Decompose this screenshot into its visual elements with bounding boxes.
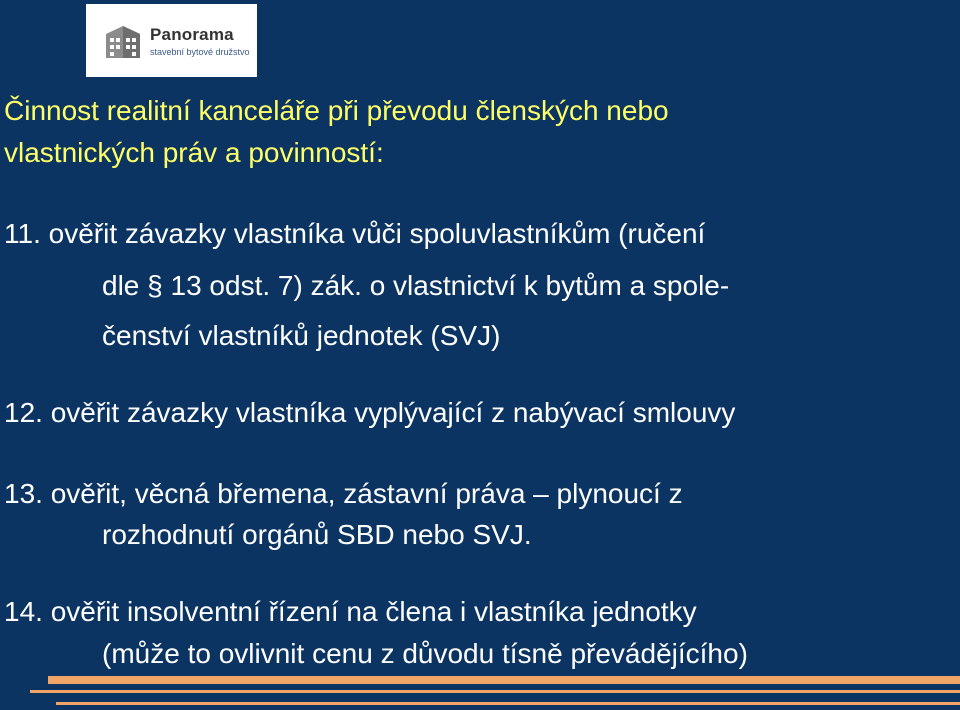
slide-heading-line-2: vlastnických práv a povinností: xyxy=(4,137,384,168)
item-14-line-2: (může to ovlivnit cenu z důvodu tísně převádějícího) xyxy=(102,638,748,669)
item-11-line-3: čenství vlastníků jednotek (SVJ) xyxy=(102,320,501,351)
building-icon xyxy=(104,24,142,60)
logo-subtitle: stavební bytové družstvo xyxy=(150,47,250,57)
item-13-line-2: rozhodnutí orgánů SBD nebo SVJ. xyxy=(102,519,532,550)
item-14-line-1: 14. ověřit insolventní řízení na člena i vlastníka jednotky xyxy=(4,596,697,627)
slide-heading-line-1: Činnost realitní kanceláře při převodu členských nebo xyxy=(4,95,669,126)
panorama-logo xyxy=(86,4,257,77)
item-12-line-1: 12. ověřit závazky vlastníka vyplývající z nabývací smlouvy xyxy=(4,397,736,428)
accent-bar-top xyxy=(48,676,960,684)
accent-bar-middle xyxy=(30,690,960,693)
logo-name: Panorama xyxy=(150,25,234,44)
accent-bar-bottom xyxy=(56,702,960,705)
item-11-line-2: dle § 13 odst. 7) zák. o vlastnictví k bytům a spole- xyxy=(102,270,730,301)
item-11-line-1: 11. ověřit závazky vlastníka vůči spoluvlastníkům (ručení xyxy=(4,218,706,249)
item-13-line-1: 13. ověřit, věcná břemena, zástavní práva – plynoucí z xyxy=(4,478,683,509)
